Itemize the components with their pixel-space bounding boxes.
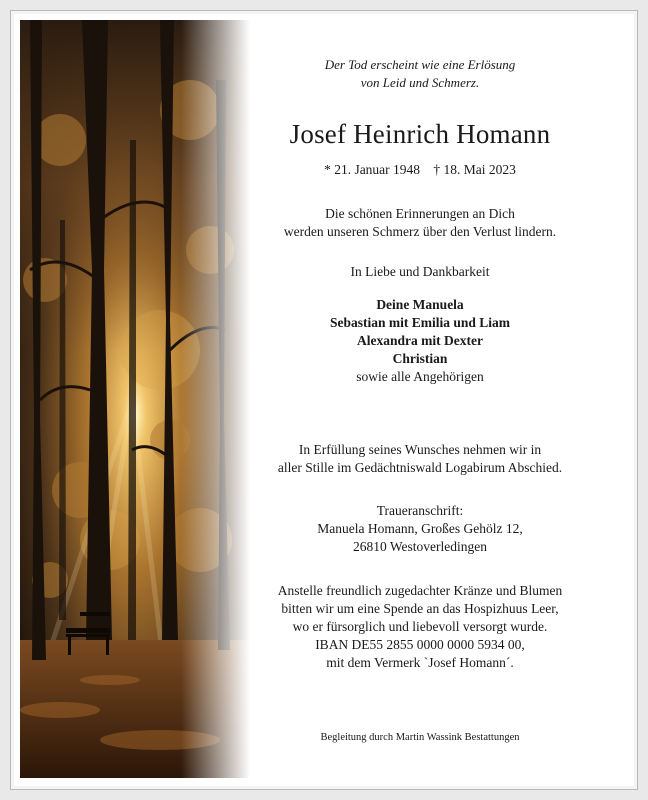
deceased-name: Josef Heinrich Homann (289, 119, 551, 149)
quote-line: Der Tod erscheint wie eine Erlösung (324, 57, 516, 72)
donation-line: Anstelle freundlich zugedachter Kränze und Blumen (277, 583, 563, 598)
life-dates (240, 161, 600, 179)
address-label: Traueranschrift: (376, 503, 464, 518)
address-line: Manuela Homann, Großes Gehölz 12, (317, 521, 523, 536)
address-line: 26810 Westoverledingen (352, 539, 487, 554)
memory-line: werden unseren Schmerz über den Verlust lindern. (283, 224, 557, 239)
wish-line: In Erfüllung seines Wunsches nehmen wir in (298, 442, 542, 457)
family-names (240, 296, 600, 386)
wish-line: aller Stille im Gedächtniswald Logabirum Abschied. (277, 460, 563, 475)
relatives-line: sowie alle Angehörigen (356, 369, 484, 384)
family-member: Alexandra mit Dexter (357, 333, 483, 348)
iban-line: IBAN DE55 2855 0000 0000 5934 00, (315, 637, 525, 652)
donation-line: bitten wir um eine Spende an das Hospizhuus Leer, (281, 601, 559, 616)
death-date: † 18. Mai 2023 (433, 162, 516, 177)
funeral-wish (240, 441, 600, 477)
donation-line: mit dem Vermerk `Josef Homann´. (326, 655, 514, 670)
family-member: Sebastian mit Emilia und Liam (329, 315, 511, 330)
forest-sunlight-photo (20, 20, 250, 778)
obituary-text (240, 20, 600, 778)
mourning-address (240, 502, 600, 556)
undertaker-credit: Begleitung durch Martin Wassink Bestattungen (320, 732, 520, 743)
donation-line: wo er fürsorglich und liebevoll versorgt wurde. (292, 619, 548, 634)
love-line: In Liebe und Dankbarkeit (350, 264, 490, 279)
family-member: Christian (392, 351, 448, 366)
memory-line: Die schönen Erinnerungen an Dich (325, 206, 515, 221)
memory-text (240, 205, 600, 241)
birth-date: * 21. Januar 1948 (324, 162, 421, 177)
family-member: Deine Manuela (376, 297, 464, 312)
quote (240, 56, 600, 92)
donation-request (240, 582, 600, 672)
quote-line: von Leid und Schmerz. (360, 75, 480, 90)
